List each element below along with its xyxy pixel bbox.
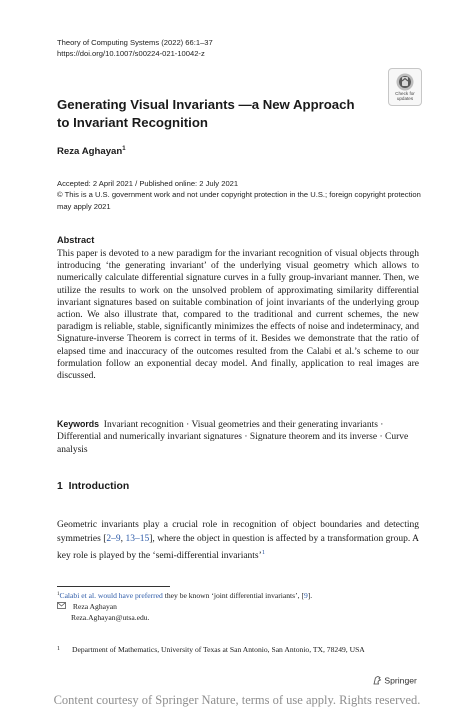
keywords — [57, 418, 419, 456]
author-name[interactable]: Reza Aghayan — [57, 146, 123, 157]
badge-line-2: updates — [396, 96, 414, 102]
footnote-mark: 1 — [57, 592, 60, 597]
citation-link[interactable]: 13–15 — [125, 533, 150, 544]
title-line-2: to Invariant Recognition — [57, 115, 208, 130]
footnote-link[interactable]: Calabi et al. would have preferred — [59, 591, 163, 600]
affiliation-text: Department of Mathematics, University of Texas at San Antonio, San Antonio, TX, 78249, USA — [72, 645, 365, 654]
copyright-line-1: © This is a U.S. government work and not under copyright protection in the U.S.; foreign copyright protection — [57, 190, 421, 199]
envelope-icon — [57, 602, 67, 613]
intro-paragraph — [57, 519, 419, 564]
keywords-text: Invariant recognition · Visual geometries and their generating invariants · Differential and numerically invariant signatures · Signature theorem and its inverse · Curve analysis — [57, 420, 409, 455]
badge-line-1: Check for — [395, 91, 415, 96]
citation-separator: , — [120, 533, 126, 544]
author-affiliation-mark: 1 — [122, 146, 126, 152]
copyright-line-2: may apply 2021 — [57, 202, 111, 211]
footnote-1 — [57, 590, 312, 602]
section-title: Introduction — [68, 481, 130, 492]
affiliation — [57, 644, 365, 656]
footnote-mark-link[interactable]: 1 — [261, 549, 266, 557]
crossmark-icon — [389, 71, 421, 93]
doi-link[interactable]: https://doi.org/10.1007/s00224-021-10042-z — [57, 49, 205, 58]
contact-email[interactable]: Reza.Aghayan@utsa.edu. — [71, 613, 150, 622]
keywords-label: Keywords — [57, 419, 100, 429]
section-number: 1 — [57, 481, 63, 492]
title-line-1: Generating Visual Invariants —a New Approach — [57, 97, 355, 112]
springer-horse-icon — [372, 675, 382, 687]
footnote-text: they be known ‘joint differential invariants’, [ — [162, 591, 304, 600]
publisher-logo — [372, 675, 417, 687]
paper-title — [57, 96, 377, 132]
author — [57, 146, 126, 157]
intro-text-2: ], where the object in question is affected by a transformation group. A key role is played by the ‘semi-differential invariants’ — [57, 533, 420, 562]
courtesy-notice: Content courtesy of Springer Nature, terms of use apply. Rights reserved. — [53, 693, 421, 707]
footnote-tail: ]. — [307, 591, 313, 600]
affiliation-mark: 1 — [57, 646, 60, 652]
footnote-divider — [57, 586, 170, 587]
contact-name: Reza Aghayan — [72, 602, 117, 611]
section-heading — [57, 481, 129, 492]
contact-block — [57, 602, 117, 613]
footnote-citation-link[interactable]: 9 — [303, 591, 308, 600]
check-for-updates-badge[interactable] — [388, 68, 422, 106]
abstract-text: This paper is devoted to a new paradigm for the invariant recognition of visual objects through introducing ‘the generating invariant’ of the underlying visual geometry which allows to numerically calculate differential signature curves in a fully group-invariant manner. Then, we utilize the results to work on the unsolved problem of approximating similarity differential invariant signatures based on suitable combination of joint invariants of the underlying group action. We also illustrate that, compared to the traditional and current schemes, the new paradigm is reliable, stable, significantly minimizes the effects of noise and indeterminacy, and Signature-inverse Theorem is correct in terms of it. Besides we demonstrate that the ratio of elapsed time and inaccuracy of the outcomes resulted from the Calabi et al.’s scheme to our formulation follow an exponential decay model. And finally, application to real images are discussed. — [57, 249, 419, 382]
intro-text-1: Geometric invariants play a crucial role in recognition of object boundaries and detecting symmetries [ — [57, 520, 419, 544]
publication-dates: Accepted: 2 April 2021 / Published online: 2 July 2021 — [57, 179, 239, 188]
abstract-heading: Abstract — [57, 235, 95, 245]
publisher-name: Springer — [384, 675, 417, 686]
journal-citation: Theory of Computing Systems (2022) 66:1–37 — [57, 38, 213, 47]
citation-link[interactable]: 2–9 — [106, 533, 121, 544]
